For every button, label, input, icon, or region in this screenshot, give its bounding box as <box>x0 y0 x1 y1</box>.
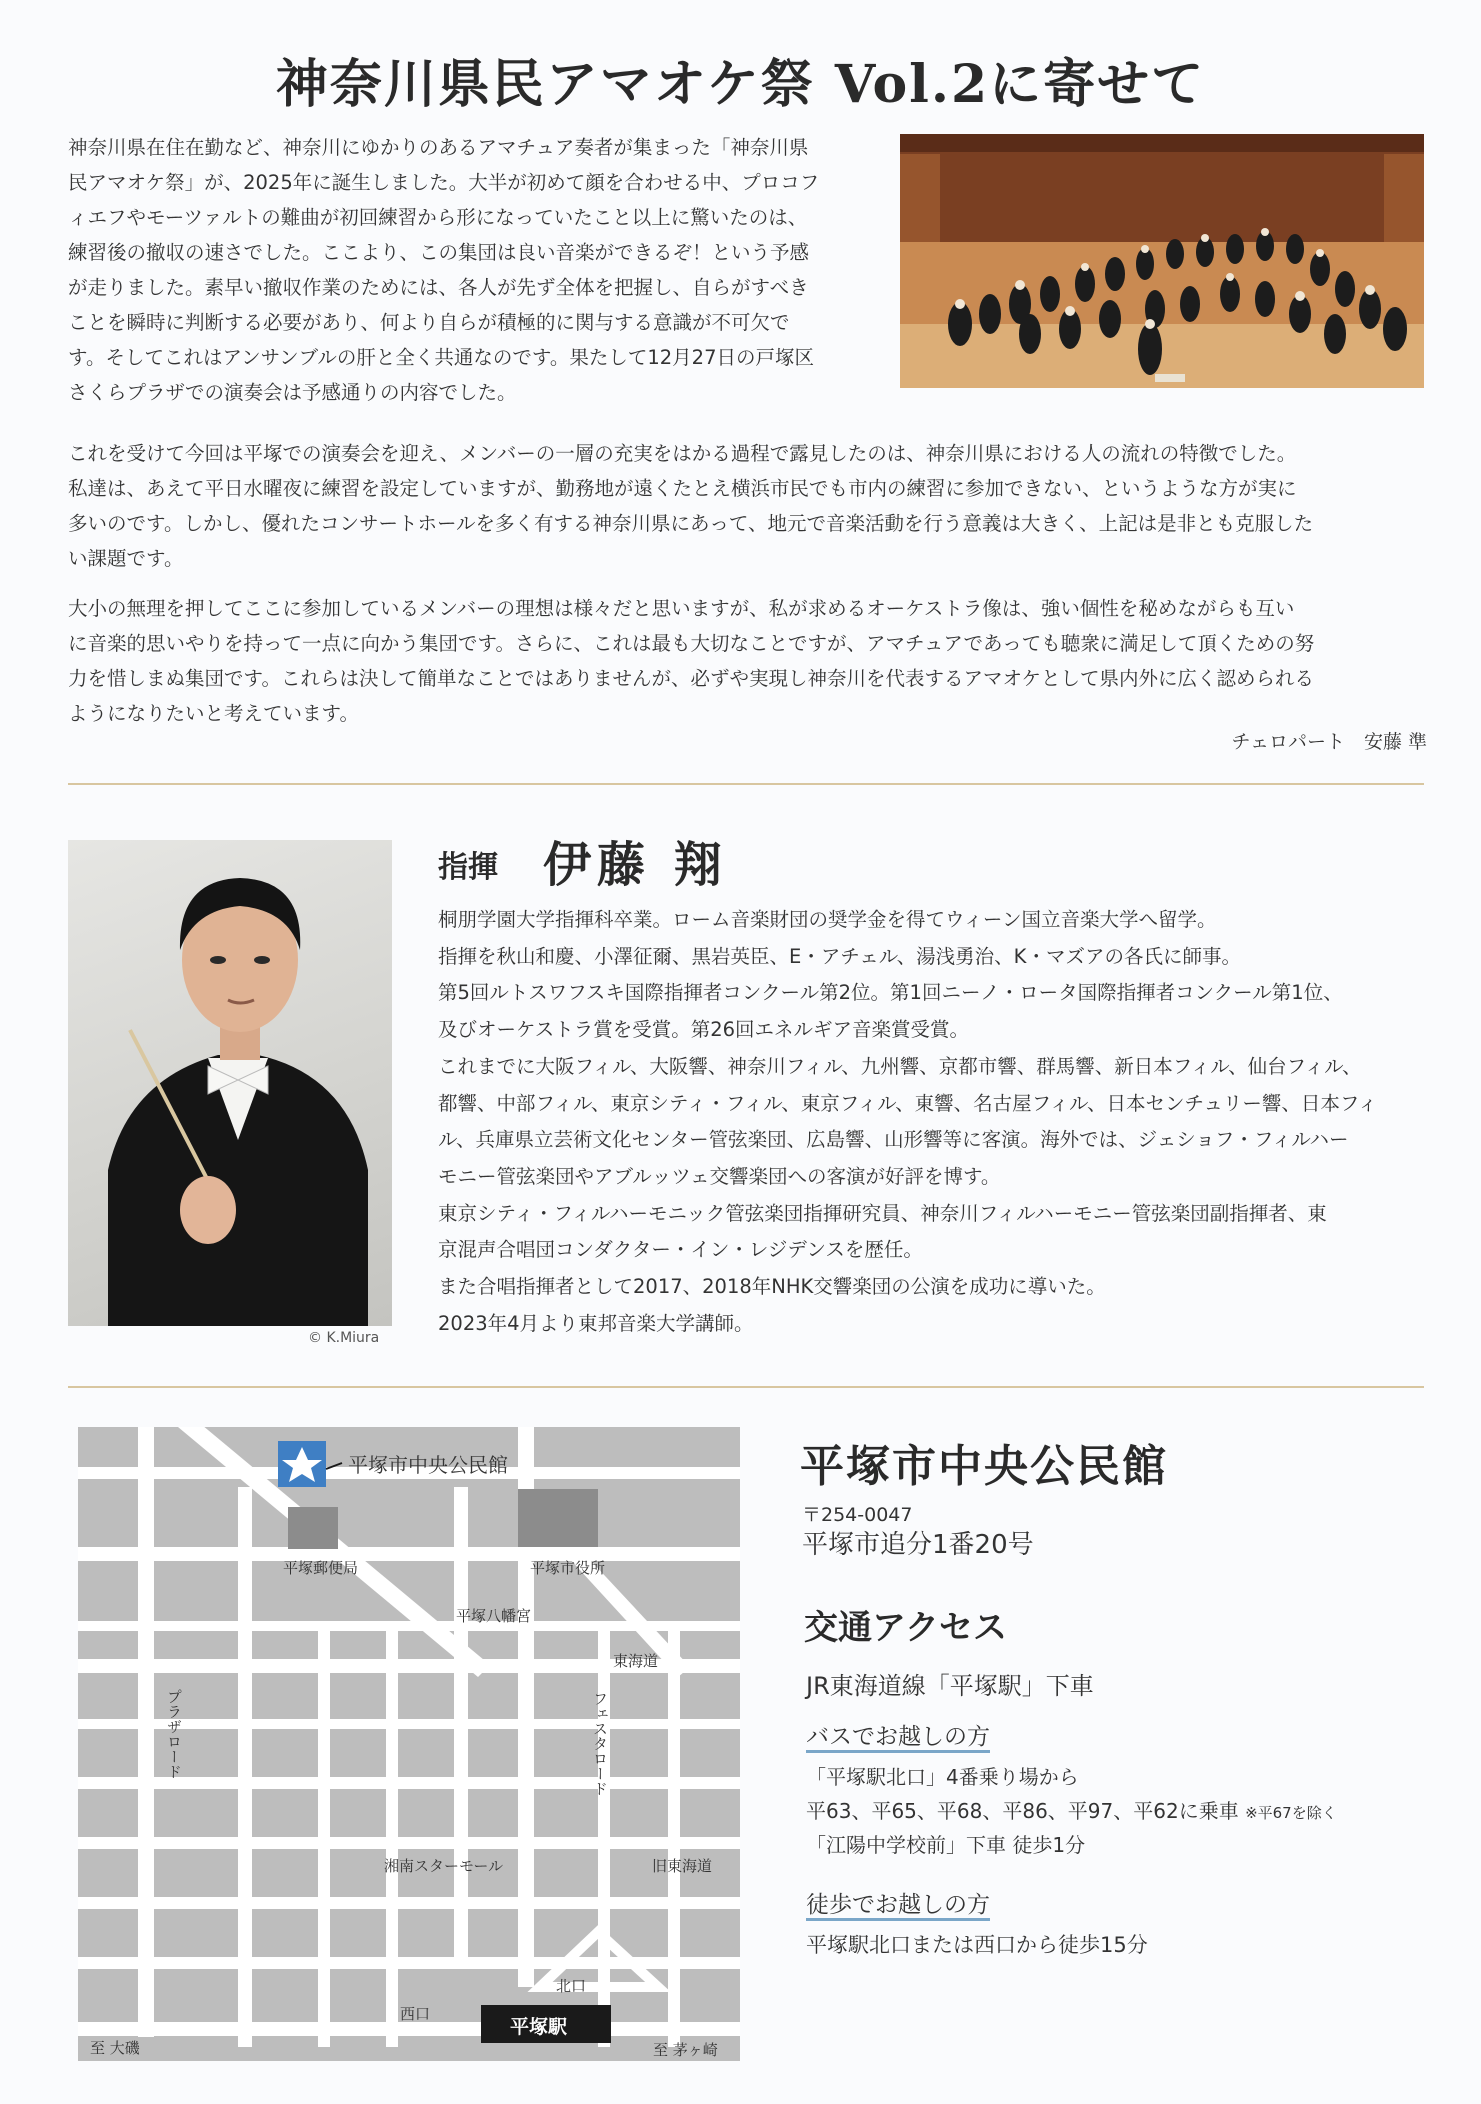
map-post-office-label: 平塚郵便局 <box>283 1559 359 1577</box>
bio-line: また合唱指揮者として2017、2018年NHK交響楽団の公演を成功に導いた。 <box>438 1275 1106 1299</box>
text-line: 神奈川県在住在勤など、神奈川にゆかりのあるアマチュア奏者が集まった「神奈川県 <box>68 136 809 159</box>
bio-line: 指揮を秋山和慶、小澤征爾、黒岩英臣、E・アチェル、湯浅勇治、K・マズアの各氏に師事。 <box>438 944 1241 968</box>
article-title: 神奈川県民アマオケ祭 Vol.2に寄せて <box>275 54 1206 115</box>
conductor-portrait <box>68 840 392 1326</box>
map-city-hall-label: 平塚市役所 <box>530 1559 606 1577</box>
article-paragraph-1 <box>68 130 888 410</box>
bio-line: 京混声合唱団コンダクター・イン・レジデンスを歴任。 <box>438 1238 923 1262</box>
bio-line: 第5回ルトスワフスキ国際指揮者コンクール第2位。第1回ニーノ・ロータ国際指揮者コンクール第1位、 <box>438 981 1343 1005</box>
text-line: す。そしてこれはアンサンブルの肝と全く共通なのです。果たして12月27日の戸塚区 <box>68 346 814 369</box>
venue-name: 平塚市中央公民館 <box>800 1441 1168 1492</box>
conductor-illustration <box>68 840 392 1326</box>
bus-line-2 <box>806 1794 1337 1830</box>
bio-line: 2023年4月より東邦音楽大学講師。 <box>438 1311 754 1335</box>
access-map <box>78 1427 740 2061</box>
map-festa-road-label: フェスタロード <box>591 1691 609 1796</box>
text-line: 大小の無理を押してここに参加しているメンバーの理想は様々だと思いますが、私が求めるオーケストラ像は、強い個性を秘めながらも互い <box>68 597 1295 620</box>
text-line: い課題です。 <box>68 547 184 570</box>
text-line: ようになりたいと考えています。 <box>68 702 359 725</box>
bus-line-3: 「江陽中学校前」下車 徒歩1分 <box>806 1833 1086 1857</box>
section-divider <box>68 1386 1424 1388</box>
venue-address: 平塚市追分1番20号 <box>802 1530 1034 1560</box>
map-station-label: 平塚駅 <box>510 2016 568 2038</box>
text-line: さくらプラザでの演奏会は予感通りの内容でした。 <box>68 381 517 404</box>
bio-line: これまでに大阪フィル、大阪響、神奈川フィル、九州響、京都市響、群馬響、新日本フィル、仙台フィル、 <box>438 1054 1362 1078</box>
map-to-chigasaki-label: 至 茅ヶ崎 <box>653 2041 718 2059</box>
bio-line: 桐朋学園大学指揮科卒業。ローム音楽財団の奨学金を得てウィーン国立音楽大学へ留学。 <box>438 908 1217 931</box>
text-line: 力を惜しまぬ集団です。これらは決して簡単なことではありませんが、必ずや実現し神奈川を代表するアマオケとして県内外に広く認められる <box>68 667 1315 690</box>
orchestra-illustration <box>900 134 1424 388</box>
text-line: が走りました。素早い撤収作業のためには、各人が先ず全体を把握し、自らがすべき <box>68 276 809 299</box>
walk-line: 平塚駅北口または西口から徒歩15分 <box>806 1933 1148 1957</box>
bio-line: 東京シティ・フィルハーモニック管弦楽団指揮研究員、神奈川フィルハーモニー管弦楽団副指揮者、東 <box>438 1201 1327 1225</box>
walk-heading: 徒歩でお越しの方 <box>806 1892 990 1918</box>
article-paragraph-2 <box>68 436 1428 576</box>
photo-credit: © K.Miura <box>308 1330 380 1346</box>
article-paragraph-3 <box>68 591 1428 731</box>
map-west-exit-label: 西口 <box>400 2005 431 2023</box>
bus-note: ※平67を除く <box>1245 1804 1337 1822</box>
text-line: 多いのです。しかし、優れたコンサートホールを多く有する神奈川県にあって、地元で音楽活動を行う意義は大きく、上記は是非とも克服した <box>68 512 1314 535</box>
bio-line: ル、兵庫県立芸術文化センター管弦楽団、広島響、山形響等に客演。海外では、ジェショフ・フィルハー <box>438 1128 1349 1152</box>
conductor-name: 伊藤 翔 <box>543 837 728 893</box>
text-line: ィエフやモーツァルトの難曲が初回練習から形になっていたこと以上に驚いたのは、 <box>68 206 808 229</box>
access-heading: 交通アクセス <box>804 1608 1007 1648</box>
venue-postal-code: 〒254-0047 <box>802 1504 913 1526</box>
map-north-exit-label: 北口 <box>556 1977 587 1995</box>
map-shrine-label: 平塚八幡宮 <box>456 1607 532 1625</box>
conductor-role: 指揮 <box>438 850 498 885</box>
text-line: 民アマオケ祭」が、2025年に誕生しました。大半が初めて顔を合わせる中、プロコフ <box>68 171 820 194</box>
map-tokaido-label: 東海道 <box>613 1652 659 1670</box>
bus-routes: 平63、平65、平68、平86、平97、平62に乗車 <box>806 1799 1239 1823</box>
map-plaza-road-label: プラザロード <box>165 1689 183 1779</box>
map-old-tokaido-label: 旧東海道 <box>652 1857 713 1875</box>
section-divider <box>68 783 1424 785</box>
bio-line: モニー管弦楽団やアブルッツェ交響楽団への客演が好評を博す。 <box>438 1164 1001 1188</box>
map-to-oiso-label: 至 大磯 <box>90 2039 140 2057</box>
text-line: 練習後の撤収の速さでした。ここより、この集団は良い音楽ができるぞ！という予感 <box>68 241 810 264</box>
text-line: これを受けて今回は平塚での演奏会を迎え、メンバーの一層の充実をはかる過程で露見したのは、神奈川県における人の流れの特徴でした。 <box>68 442 1297 465</box>
bio-line: 及びオーケストラ賞を受賞。第26回エネルギア音楽賞受賞。 <box>438 1018 970 1042</box>
text-line: ことを瞬時に判断する必要があり、何より自らが積極的に関与する意識が不可欠で <box>68 311 790 334</box>
text-line: に音楽的思いやりを持って一点に向かう集団です。さらに、これは最も大切なことですが、アマチュアであっても聴衆に満足して頂くための努 <box>68 632 1315 655</box>
bus-line-1: 「平塚駅北口」4番乗り場から <box>806 1765 1079 1789</box>
train-access: JR東海道線「平塚駅」下車 <box>806 1672 1094 1700</box>
conductor-bio <box>438 902 1428 1342</box>
orchestra-photo <box>900 134 1424 388</box>
map-shonan-mall-label: 湘南スターモール <box>384 1857 504 1875</box>
article-author: チェロパート 安藤 準 <box>1231 731 1427 753</box>
map-venue-label: 平塚市中央公民館 <box>348 1453 508 1477</box>
text-line: 私達は、あえて平日水曜夜に練習を設定していますが、勤務地が遠くたとえ横浜市民でも市内の練習に参加できない、というような方が実に <box>68 477 1297 500</box>
bio-line: 都響、中部フィル、東京シティ・フィル、東京フィル、東響、名古屋フィル、日本センチュリー響、日本フィ <box>438 1091 1378 1115</box>
bus-heading: バスでお越しの方 <box>806 1724 990 1750</box>
